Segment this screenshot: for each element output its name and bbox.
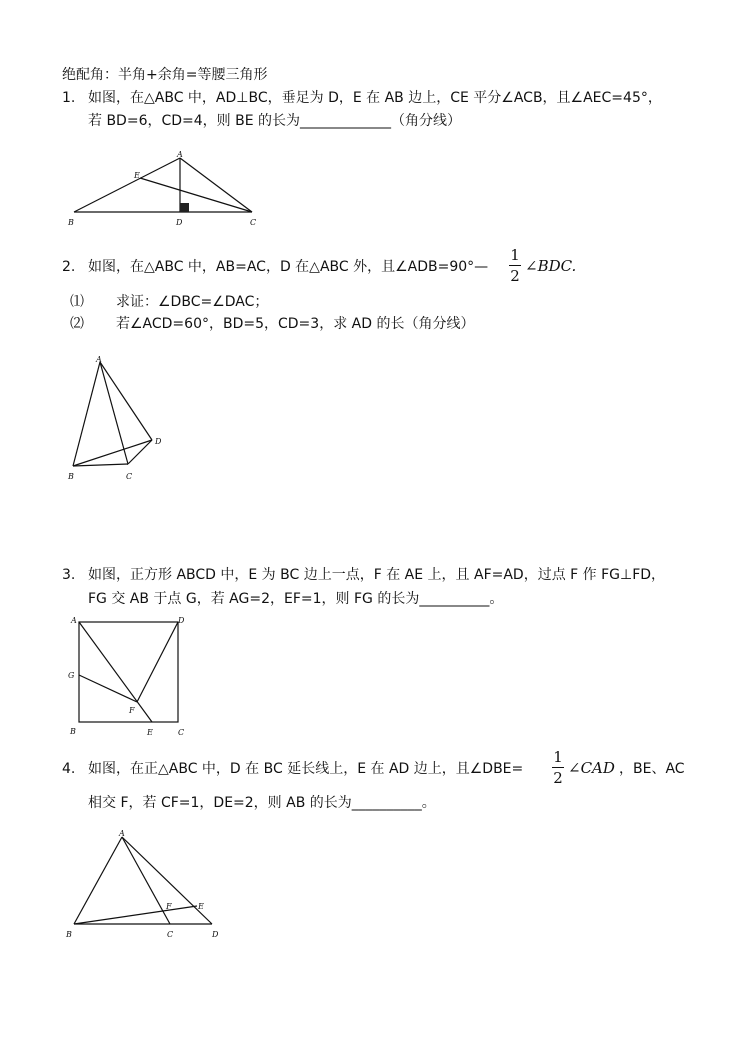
point-label-d: D	[178, 616, 185, 625]
question-text-line1-tail: ，BE、AC	[619, 761, 685, 777]
point-label-b: B	[68, 472, 74, 481]
angle-expression: ∠BDC.	[525, 257, 577, 275]
point-label-g: G	[68, 671, 75, 680]
point-label-d: D	[176, 218, 183, 227]
question-text-line2: FG 交 AB 于点 G，若 AG=2，EF=1，则 FG 的长为__________。	[88, 591, 504, 607]
question-text-line1: 如图，在△ABC 中，AD⊥BC，垂足为 D，E 在 AB 边上，CE 平分∠ACB，且∠AEC=45°，	[88, 90, 662, 106]
point-label-c: C	[126, 472, 133, 481]
question-text-line1: 如图，在△ABC 中，AB=AC，D 在△ABC 外，且∠ADB=90°—	[88, 259, 489, 275]
sub-question-number: ⑵	[70, 316, 84, 332]
point-label-e: E	[198, 902, 204, 911]
angle-expression: ∠CAD	[568, 759, 615, 777]
point-label-d: D	[155, 437, 162, 446]
fraction-denominator: 2	[510, 267, 520, 285]
point-label-e: E	[134, 171, 140, 180]
point-label-a: A	[96, 355, 102, 364]
point-label-a: A	[71, 616, 77, 625]
question-number: 4.	[62, 761, 76, 777]
point-label-f: F	[166, 902, 172, 911]
question-text-line1: 如图，在正△ABC 中，D 在 BC 延长线上，E 在 AD 边上，且∠DBE=	[88, 761, 524, 777]
point-label-b: B	[66, 930, 72, 939]
point-label-a: A	[177, 150, 183, 159]
sub-question-1: 求证：∠DBC=∠DAC；	[116, 294, 269, 310]
fraction-numerator: 1	[553, 748, 563, 766]
point-label-d: D	[212, 930, 219, 939]
question-text-line2: 若 BD=6，CD=4，则 BE 的长为_____________（角分线）	[88, 113, 462, 129]
point-label-e: E	[147, 728, 153, 737]
question-number: 3.	[62, 567, 76, 583]
sub-question-2: 若∠ACD=60°，BD=5，CD=3，求 AD 的长（角分线）	[116, 316, 475, 332]
point-label-a: A	[119, 829, 125, 838]
point-label-b: B	[68, 218, 74, 227]
question-number: 2.	[62, 259, 76, 275]
question-text-line1: 如图，正方形 ABCD 中，E 为 BC 边上一点，F 在 AE 上，且 AF=AD，过点 F 作 FG⊥FD，	[88, 567, 666, 583]
point-label-f: F	[129, 706, 135, 715]
fraction-denominator: 2	[553, 769, 563, 787]
question-number: 1.	[62, 90, 76, 106]
point-label-c: C	[178, 728, 185, 737]
page-heading: 绝配角：半角+余角=等腰三角形	[62, 67, 268, 83]
point-label-c: C	[250, 218, 257, 227]
sub-question-number: ⑴	[70, 294, 84, 310]
point-label-c: C	[167, 930, 174, 939]
point-label-b: B	[70, 727, 76, 736]
question-text-line2: 相交 F，若 CF=1，DE=2，则 AB 的长为__________。	[88, 795, 436, 811]
fraction-numerator: 1	[510, 246, 520, 264]
